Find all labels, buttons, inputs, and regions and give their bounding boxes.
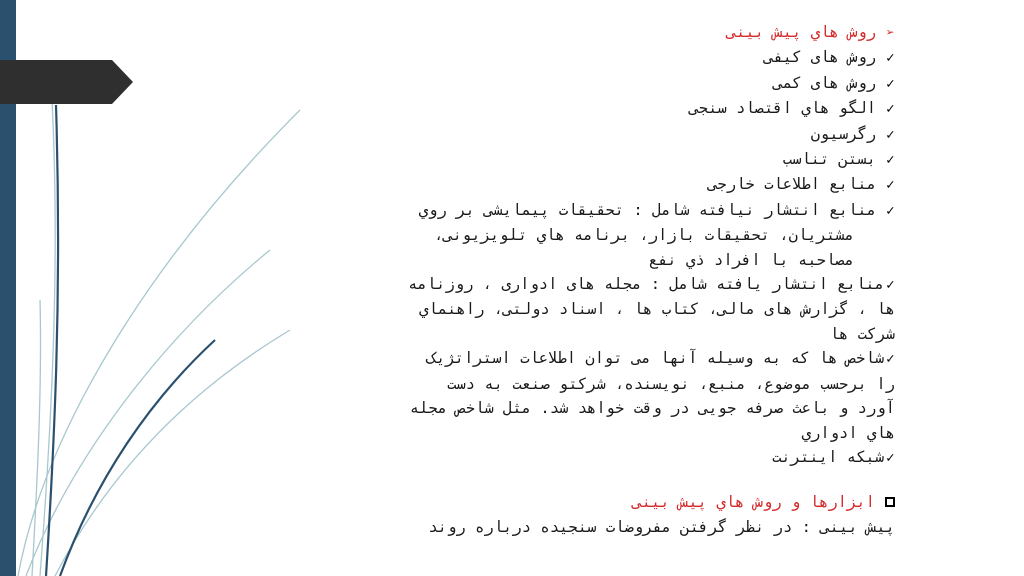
list-item-continuation: مشتريان، تحقيقات بازار، برنامه هاي تلويزيونی، <box>434 226 854 245</box>
list-item: ✓رگرسيون <box>205 122 895 147</box>
list-item-continuation: ها ، گزارش های مالی، کتاب ها ، اسناد دولتی، راهنماي <box>419 300 895 319</box>
spacer <box>205 470 895 490</box>
list-item: ✓منابع اطلاعات خارجی <box>205 172 895 197</box>
slide-content <box>205 20 895 539</box>
arrowhead-bullet-icon: ➢ <box>886 25 895 41</box>
list-item-unpublished-sources: ✓منابع انتشار نيافته شامل : تحقيقات پيمايشی بر روي <box>205 198 895 223</box>
list-item-continuation: را برحسب موضوع، منبع، نويسنده، شرکتو صنعت به دست <box>447 374 895 393</box>
checkmark-icon: ✓ <box>886 351 895 368</box>
checkmark-icon: ✓ <box>886 75 895 92</box>
checkmark-icon: ✓ <box>886 277 895 294</box>
forecast-definition: پيش بينی : در نظر گرفتن مفروضات سنجيده درباره روند <box>428 517 895 536</box>
title-tab <box>0 60 133 104</box>
checkmark-icon: ✓ <box>886 50 895 67</box>
list-item-continuation: شرکت ها <box>829 324 895 343</box>
list-item: ✓روش های کمی <box>205 71 895 96</box>
decor-curves-dark <box>46 105 215 576</box>
list-item-internet: ✓شبکه اينترنت <box>205 445 895 470</box>
list-item-continuation: هاي ادواري <box>801 423 895 442</box>
checkmark-icon: ✓ <box>886 152 895 169</box>
list-item-continuation: آورد و باعث صرفه جويی در وقت خواهد شد. مثل شاخص مجله <box>409 399 895 418</box>
list-item-published-sources: ✓منابع انتشار يافته شامل : مجله های ادواری ، روزنامه <box>205 272 895 297</box>
checkmark-icon: ✓ <box>886 202 895 219</box>
list-item: ✓روش های کيفی <box>205 45 895 70</box>
list-item-indexes: ✓شاخص ها که به وسيله آنها می توان اطلاعات استراتژيک <box>205 346 895 371</box>
checkmark-icon: ✓ <box>886 101 895 118</box>
list-item: ✓بستن تناسب <box>205 147 895 172</box>
list-item: ✓الگو هاي اقتصاد سنجی <box>205 96 895 121</box>
heading-forecasting-methods: ➢روش هاي پيش بينی <box>205 20 895 45</box>
checkmark-icon: ✓ <box>886 449 895 466</box>
heading-forecasting-tools: ابزارها و روش هاي پيش بينی <box>205 490 895 514</box>
checkmark-icon: ✓ <box>886 177 895 194</box>
list-item-continuation: مصاحبه با افراد ذي نفع <box>648 250 854 269</box>
hollow-square-icon <box>885 497 895 507</box>
checkmark-icon: ✓ <box>886 126 895 143</box>
